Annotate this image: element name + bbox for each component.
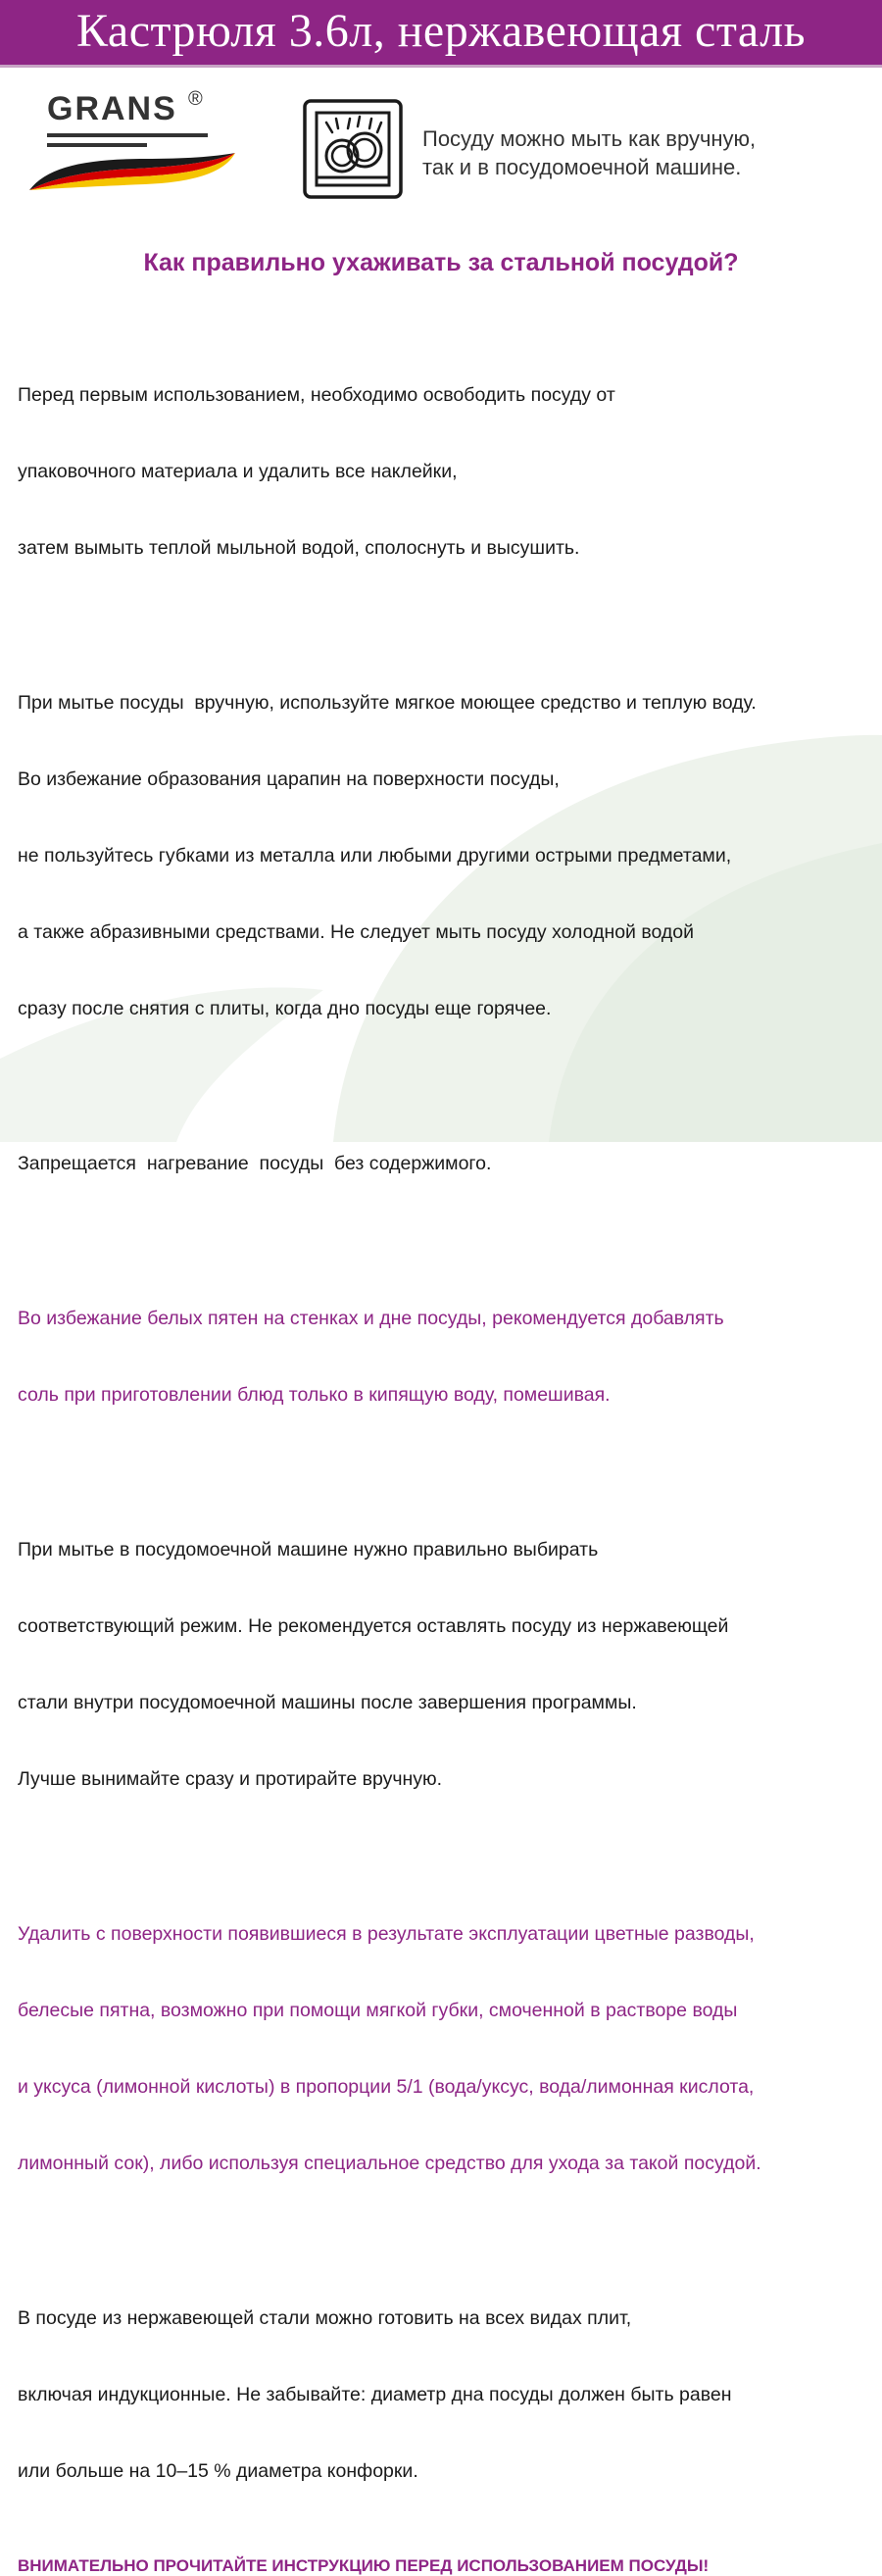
paragraph-stoves bbox=[18, 2254, 870, 2535]
dishwasher-note-line: так и в посудомоечной машине. bbox=[422, 155, 742, 179]
text-line: При мытье в посудомоечной машине нужно правильно выбирать bbox=[18, 1539, 599, 1560]
german-flag-swoosh-icon bbox=[27, 145, 238, 194]
text-line: В посуде из нержавеющей стали можно готовить на всех видах плит, bbox=[18, 2307, 632, 2329]
text-line: Удалить с поверхности появившиеся в результате эксплуатации цветные разводы, bbox=[18, 1923, 755, 1945]
paragraph-empty-heating bbox=[18, 1100, 870, 1227]
care-heading: Как правильно ухаживать за стальной посудой? bbox=[143, 249, 739, 276]
text-line: включая индукционные. Не забывайте: диаметр дна посуды должен быть равен bbox=[18, 2384, 732, 2405]
logo-underline-long bbox=[47, 133, 208, 137]
text-line: белесые пятна, возможно при помощи мягкой губки, смоченной в растворе воды bbox=[18, 2000, 738, 2021]
paragraph-first-use bbox=[18, 331, 870, 612]
title-banner bbox=[0, 0, 882, 65]
text-line: Запрещается нагревание посуды без содержимого. bbox=[18, 1153, 492, 1174]
grans-logo bbox=[27, 90, 238, 198]
text-line: При мытье посуды вручную, используйте мягкое моющее средство и теплую воду. bbox=[18, 692, 757, 714]
text-line: соответствующий режим. Не рекомендуется оставлять посуду из нержавеющей bbox=[18, 1615, 729, 1637]
text-line: не пользуйтесь губками из металла или любыми другими острыми предметами, bbox=[18, 845, 732, 867]
text-line: или больше на 10–15 % диаметра конфорки. bbox=[18, 2460, 418, 2482]
text-line: сразу после снятия с плиты, когда дно посуды еще горячее. bbox=[18, 998, 552, 1019]
care-instructions bbox=[18, 331, 870, 2576]
dishwasher-note-line: Посуду можно мыть как вручную, bbox=[422, 126, 757, 151]
text-line: затем вымыть теплой мыльной водой, сполоснуть и высушить. bbox=[18, 537, 580, 559]
text-line: и уксуса (лимонной кислоты) в пропорции 5/1 (вода/уксус, вода/лимонная кислота, bbox=[18, 2076, 755, 2098]
text-line: Во избежание образования царапин на поверхности посуды, bbox=[18, 768, 560, 790]
paragraph-dishwasher bbox=[18, 1486, 870, 1843]
text-line: Во избежание белых пятен на стенках и дне посуды, рекомендуется добавлять bbox=[18, 1308, 724, 1329]
banner-divider bbox=[0, 65, 882, 68]
text-line: лимонный сок), либо используя специальное средство для ухода за такой посудой. bbox=[18, 2153, 761, 2174]
warning-notice: ВНИМАТЕЛЬНО ПРОЧИТАЙТЕ ИНСТРУКЦИЮ ПЕРЕД ИСПОЛЬЗОВАНИЕМ ПОСУДЫ! bbox=[18, 2556, 710, 2575]
logo-brand-text: GRANS bbox=[47, 90, 177, 127]
text-line: соль при приготовлении блюд только в кипящую воду, помешивая. bbox=[18, 1384, 611, 1406]
text-line: Перед первым использованием, необходимо освободить посуду от bbox=[18, 384, 615, 406]
paragraph-white-spots bbox=[18, 1255, 870, 1459]
text-line: Лучше вынимайте сразу и протирайте вручную. bbox=[18, 1768, 443, 1790]
registered-mark: ® bbox=[188, 88, 203, 110]
text-line: упаковочного материала и удалить все наклейки, bbox=[18, 461, 458, 482]
paragraph-hand-wash bbox=[18, 639, 870, 1072]
paragraph-stain-removal bbox=[18, 1870, 870, 2227]
text-line: стали внутри посудомоечной машины после завершения программы. bbox=[18, 1692, 637, 1713]
page-title: Кастрюля 3.6л, нержавеющая сталь bbox=[76, 5, 806, 57]
text-line: а также абразивными средствами. Не следует мыть посуду холодной водой bbox=[18, 921, 695, 943]
dishwasher-note bbox=[422, 124, 756, 181]
dishwasher-safe-icon bbox=[303, 99, 403, 199]
